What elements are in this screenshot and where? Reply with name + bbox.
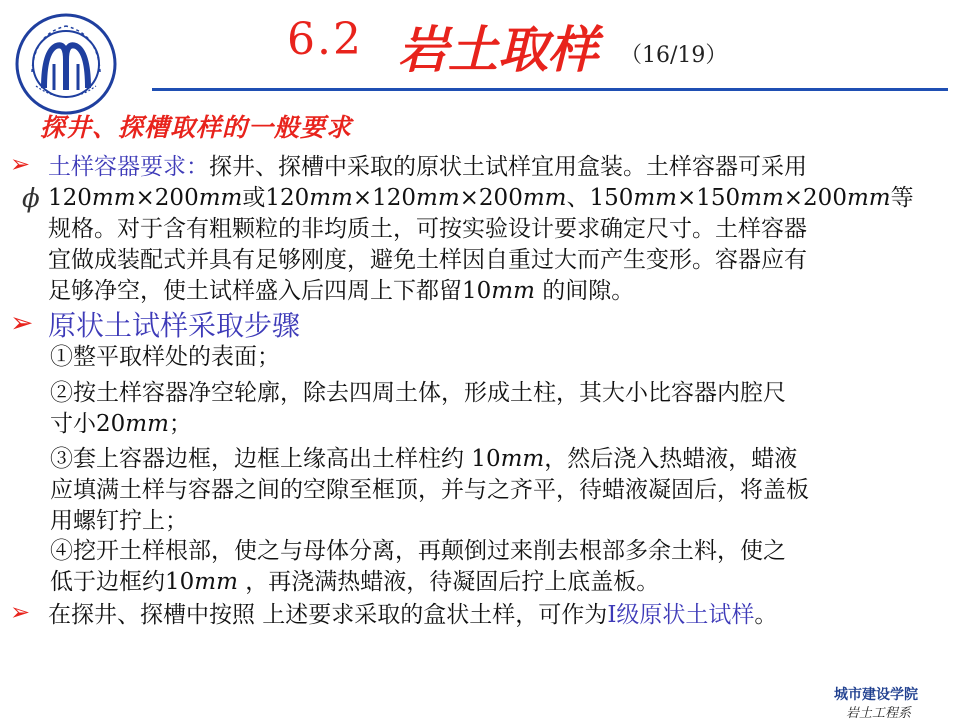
page-indicator: （16/19）: [620, 43, 728, 68]
slide-title: 岩土取样: [398, 21, 598, 79]
container-requirements-label: 土样容器要求：: [48, 154, 209, 180]
section-heading: 探井、探槽取样的一般要求: [40, 113, 353, 142]
title-underline: [152, 88, 948, 91]
container-sizes-line: 120mm×200mm或120mm×120mm×200mm、150mm×150mm×200mm等: [48, 185, 914, 211]
slide-title-number: 6.2: [287, 14, 363, 65]
sampling-steps-heading: 原状土试样采取步骤: [48, 309, 301, 342]
bullet-arrow-icon: ➢: [10, 598, 31, 626]
grade-one-highlight: Ⅰ级原状土试样: [607, 602, 755, 628]
footer-department: 岩土工程系: [846, 706, 912, 721]
step-3: ③套上容器边框，边框上缘高出土样柱约 10mm，然后浇入热蜡液，蜡液 应填满土样与容器之间的空隙至框顶，并与之齐平，待蜡液凝固后，将盖板 用螺钉拧上；: [50, 446, 809, 534]
bullet-arrow-icon: ➢: [10, 306, 34, 339]
container-requirements-paragraph: 土样容器要求：探井、探槽中采取的原状土试样宜用盒装。土样容器可采用 120mm×200mm或120mm×120mm×200mm、150mm×150mm×200mm等 规格。对于含有粗颗粒的非均质土，可按实验设计要求确定尺寸。土样容器 宜做成装配式并具有足够刚度，避免土样因自重过大而产生变形。容器应有 足够净空，使土试样盛入后四周上下都留10mm 的间隙。: [48, 152, 943, 307]
university-logo: [14, 12, 118, 116]
footer-institution: 城市建设学院: [834, 687, 918, 703]
phi-symbol: ϕ: [22, 184, 40, 214]
step-2: ②按土样容器净空轮廓，除去四周土体，形成土柱，其大小比容器内腔尺 寸小20mm；: [50, 380, 786, 437]
step-4: ④挖开土样根部，使之与母体分离，再颠倒过来削去根部多余土料，使之 低于边框约10mm ，再浇满热蜡液，待凝固后拧上底盖板。: [50, 538, 786, 595]
step-1: ①整平取样处的表面；: [50, 344, 280, 370]
grade-one-sample-note: 在探井、探槽中按照 上述要求采取的盒状土样，可作为Ⅰ级原状土试样。: [48, 602, 778, 628]
bullet-arrow-icon: ➢: [10, 150, 31, 178]
